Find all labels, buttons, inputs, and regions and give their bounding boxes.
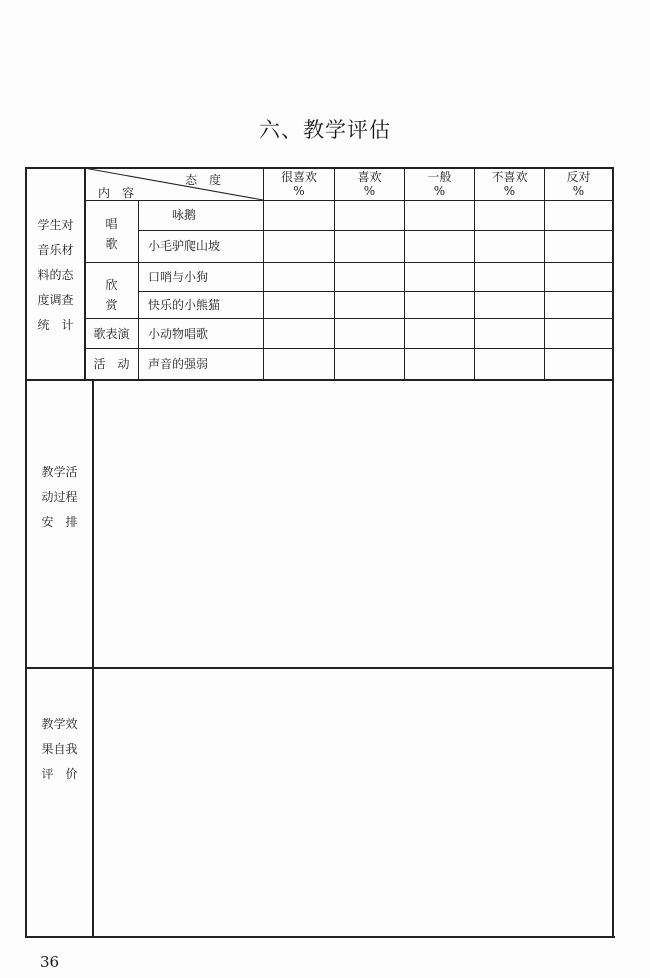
category-activity: 活 动	[93, 357, 130, 371]
item-label: 口哨与小狗	[148, 270, 209, 284]
item-label: 快乐的小熊猫	[148, 298, 221, 312]
survey-section-label: 学生对 音乐材 料的态 度调查 统 计	[37, 218, 74, 332]
column-header-neutral: 一般 %	[427, 170, 452, 198]
evaluation-section-label: 教学效 果自我 评 价	[41, 717, 78, 781]
item-label: 小动物唱歌	[148, 327, 209, 341]
header-attitude: 态 度	[185, 173, 222, 187]
item-label: 声音的强弱	[148, 357, 209, 371]
column-header-oppose: 反对 %	[566, 170, 591, 198]
category-singing: 唱 歌	[105, 217, 118, 251]
item-label: 小毛驴爬山坡	[148, 239, 221, 253]
column-header-like: 喜欢 %	[357, 170, 382, 198]
item-label: 咏鹅	[172, 208, 197, 222]
process-section-label: 教学活 动过程 安 排	[41, 465, 78, 529]
column-header-very-like: 很喜欢 %	[280, 170, 317, 198]
page-number: 36	[40, 953, 60, 971]
category-appreciation: 欣 赏	[105, 278, 118, 312]
category-performance: 歌表演	[93, 327, 130, 341]
page-title: 六、教学评估	[259, 118, 391, 142]
header-content: 内 容	[98, 186, 135, 200]
column-header-dislike: 不喜欢 %	[491, 170, 528, 198]
